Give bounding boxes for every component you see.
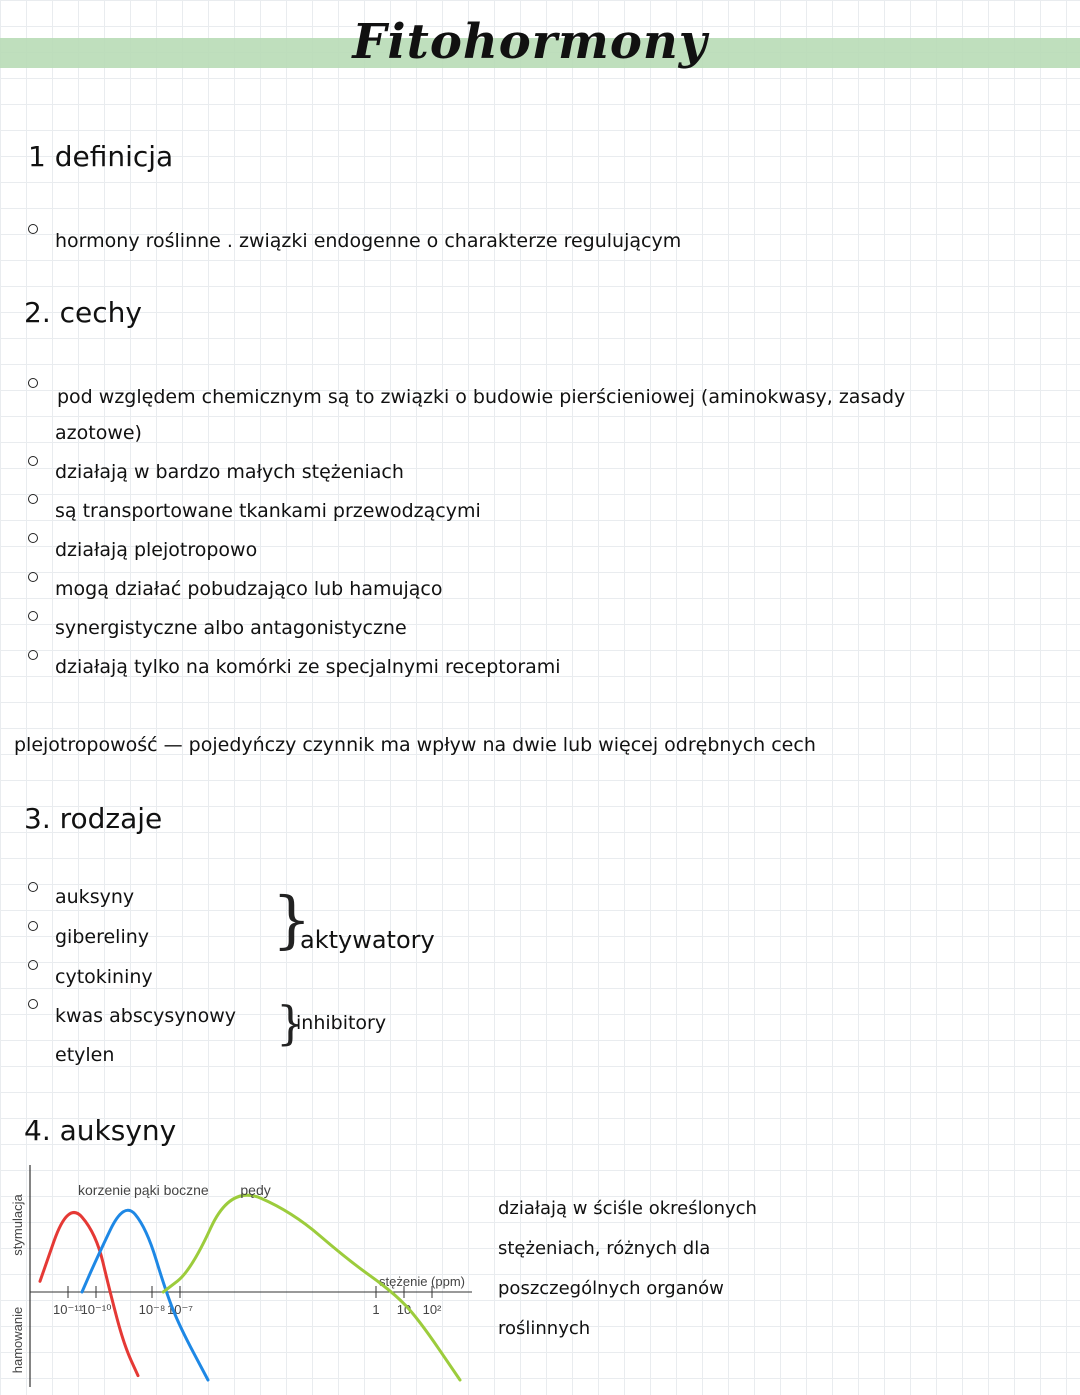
- x-tick-label: 10⁻⁷: [166, 1302, 194, 1317]
- legend-label: korzenie: [78, 1182, 131, 1198]
- legend-label: pąki boczne: [134, 1182, 209, 1198]
- y-label-stimulation: stymulacja: [10, 1194, 25, 1256]
- bullet-icon: [28, 611, 38, 621]
- pleiotropy-definition: plejotropowość — pojedyńczy czynnik ma wpływ na dwie lub więcej odrębnych cech: [14, 734, 816, 756]
- hormone-type: auksyny: [55, 886, 135, 908]
- bullet-icon: [28, 533, 38, 543]
- auxin-description-line: działają w ściśle określonych: [498, 1198, 757, 1219]
- bullet-icon: [28, 650, 38, 660]
- auxin-description-line: poszczególnych organów: [498, 1278, 724, 1299]
- series-line-pąki-boczne: [82, 1210, 208, 1380]
- feature-item: mogą działać pobudzająco lub hamująco: [55, 578, 443, 600]
- activators-label: aktywatory: [300, 926, 435, 954]
- x-tick-label: 10⁻¹¹: [53, 1302, 83, 1317]
- x-tick-label: 1: [372, 1302, 380, 1317]
- section3-heading: 3. rodzaje: [24, 802, 163, 835]
- x-axis-label: stężenie (ppm): [379, 1274, 465, 1289]
- section2-heading: 2. cechy: [24, 296, 142, 329]
- y-label-inhibition: hamowanie: [10, 1306, 25, 1374]
- page-title: Fitohormony: [352, 14, 708, 70]
- hormone-type: kwas abscysynowy: [55, 1005, 237, 1027]
- x-tick-label: 10⁻⁸: [138, 1302, 166, 1317]
- bullet-icon: [28, 456, 38, 466]
- feature-item-continued: azotowe): [55, 422, 142, 444]
- x-tick-label: 10: [396, 1302, 412, 1317]
- bullet-icon: [28, 921, 38, 931]
- hormone-type: gibereliny: [55, 926, 150, 948]
- bullet-icon: [28, 572, 38, 582]
- inhibitors-label: inhibitory: [296, 1012, 387, 1034]
- bullet-icon: [28, 999, 38, 1009]
- feature-item: działają plejotropowo: [55, 539, 258, 561]
- legend-label: pędy: [240, 1182, 271, 1198]
- x-tick-label: 10⁻¹⁰: [80, 1302, 112, 1317]
- auxin-description-line: stężeniach, różnych dla: [498, 1238, 711, 1259]
- bullet-icon: [28, 494, 38, 504]
- section4-heading: 4. auksyny: [24, 1114, 177, 1147]
- bullet-icon: [28, 882, 38, 892]
- auxin-concentration-chart: [0, 1165, 480, 1395]
- feature-item: pod względem chemicznym są to związki o budowie pierścieniowej (aminokwasy, zasady: [57, 386, 906, 408]
- bullet-icon: [28, 378, 38, 388]
- section1-heading: 1 definicja: [28, 140, 174, 173]
- definition-text: hormony roślinne . związki endogenne o charakterze regulującym: [55, 230, 682, 252]
- feature-item: synergistyczne albo antagonistyczne: [55, 617, 407, 639]
- auxin-description-line: roślinnych: [498, 1318, 591, 1339]
- series-line-korzenie: [40, 1213, 138, 1376]
- feature-item: działają tylko na komórki ze specjalnymi receptorami: [55, 656, 561, 678]
- hormone-type: cytokininy: [55, 966, 153, 988]
- feature-item: są transportowane tkankami przewodzącymi: [55, 500, 481, 522]
- x-tick-label: 10²: [422, 1302, 442, 1317]
- brace-icon: }: [276, 996, 306, 1050]
- feature-item: działają w bardzo małych stężeniach: [55, 461, 404, 483]
- hormone-type: etylen: [55, 1044, 115, 1066]
- bullet-icon: [28, 960, 38, 970]
- brace-icon: }: [272, 883, 312, 956]
- bullet-icon: [28, 224, 38, 234]
